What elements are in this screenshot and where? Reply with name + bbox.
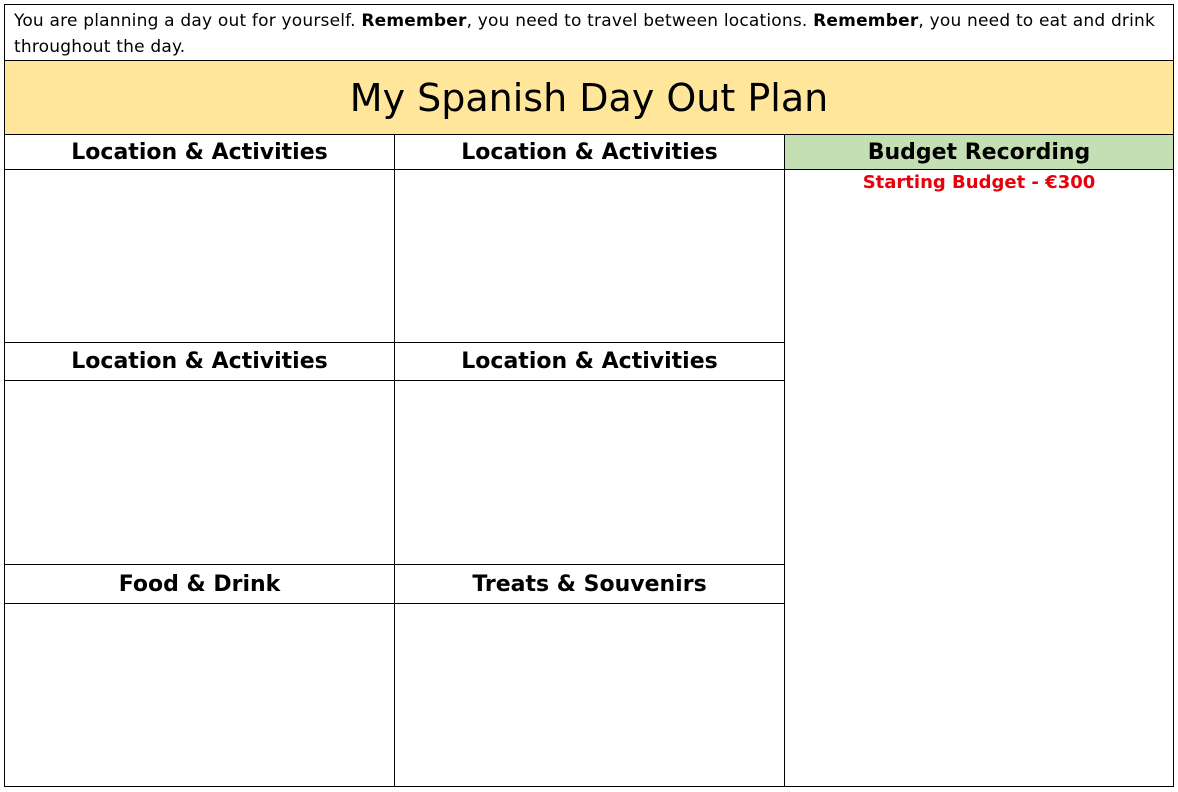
- instructions-bold-1: Remember: [361, 11, 467, 31]
- food-drink-area[interactable]: [4, 603, 395, 787]
- instructions: [4, 4, 1174, 61]
- instructions-text-2: , you need to travel between locations.: [466, 11, 814, 31]
- location-activities-area-2[interactable]: [394, 169, 785, 343]
- instructions-text-1: You are planning a day out for yourself.: [14, 11, 362, 31]
- day-out-plan-sheet: [4, 4, 1174, 787]
- location-activities-area-4[interactable]: [394, 380, 785, 565]
- instructions-text-3: , you need to eat and drink throughout the day.: [14, 11, 1156, 57]
- location-activities-header-2: Location & Activities: [394, 134, 785, 170]
- location-activities-header-1: Location & Activities: [4, 134, 395, 170]
- location-activities-header-4: Location & Activities: [394, 342, 785, 381]
- food-drink-header: Food & Drink: [4, 564, 395, 604]
- treats-souvenirs-header: Treats & Souvenirs: [394, 564, 785, 604]
- treats-souvenirs-area[interactable]: [394, 603, 785, 787]
- budget-recording-area[interactable]: [784, 169, 1174, 787]
- instructions-bold-2: Remember: [813, 11, 919, 31]
- page-title: My Spanish Day Out Plan: [4, 60, 1174, 135]
- location-activities-header-3: Location & Activities: [4, 342, 395, 381]
- starting-budget: Starting Budget - €300: [862, 172, 1096, 193]
- budget-recording-header: Budget Recording: [784, 134, 1174, 170]
- location-activities-area-3[interactable]: [4, 380, 395, 565]
- location-activities-area-1[interactable]: [4, 169, 395, 343]
